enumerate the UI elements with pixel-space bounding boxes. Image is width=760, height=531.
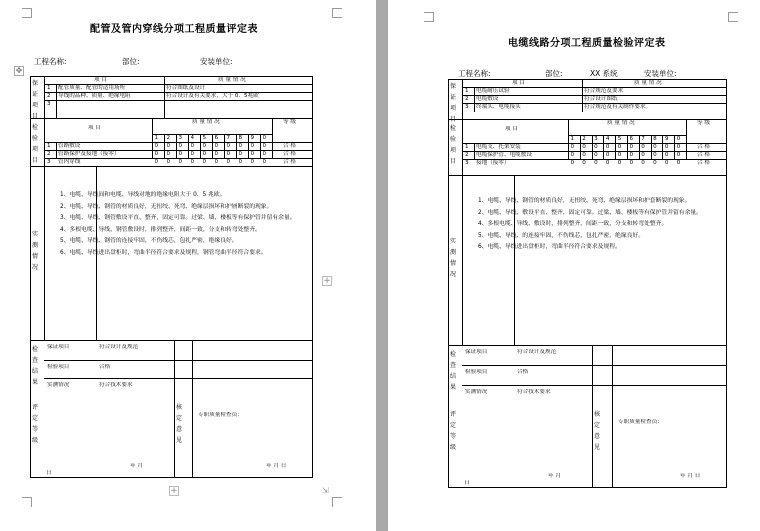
inspect-value: 0 bbox=[226, 159, 231, 165]
inspect-value: 0 bbox=[166, 151, 171, 157]
scale-number: 1 bbox=[570, 136, 575, 142]
guarantee-row-status: 符合规范及要求 bbox=[584, 88, 624, 94]
table-move-handle[interactable]: ✥ bbox=[15, 66, 23, 75]
table-line bbox=[164, 134, 165, 159]
guarantee-row-item: 终端头、电缆接头 bbox=[476, 104, 521, 110]
inspect-value: 0 bbox=[664, 160, 669, 166]
inspect-value: 0 bbox=[178, 151, 183, 157]
table-line bbox=[224, 134, 225, 159]
table-line bbox=[176, 134, 177, 159]
table-line bbox=[200, 134, 201, 159]
inspect-col-grade: 等 级 bbox=[283, 119, 296, 125]
measure-paragraph: 6、电缆、导线进出盘柜时，弯曲半径符合要求及规程，钢管弯曲半径符合要求。 bbox=[60, 249, 267, 256]
eval-day: 日 bbox=[464, 480, 470, 486]
inspect-row-no: 1 bbox=[465, 144, 469, 150]
inspect-value: 0 bbox=[594, 144, 598, 150]
inspect-value: 0 bbox=[238, 159, 243, 165]
result-label: 实测情况 bbox=[465, 389, 488, 395]
system-name: XX 系统 bbox=[590, 69, 618, 78]
guarantee-row-status: 符合规范及有关制作要求。 bbox=[584, 104, 652, 110]
inspect-row-no: 2 bbox=[465, 152, 469, 158]
inspect-value: 0 bbox=[190, 159, 195, 165]
inspect-row-grade: 合 格 bbox=[697, 144, 710, 150]
table-line bbox=[462, 385, 727, 386]
inspect-row-no: 2 bbox=[47, 151, 51, 157]
scale-number: 7 bbox=[641, 136, 645, 142]
eval-day: 日 bbox=[46, 470, 52, 476]
table-line bbox=[248, 134, 249, 159]
guarantee-row-item: 电缆敷设 bbox=[476, 96, 499, 102]
inspect-row-grade: 合 格 bbox=[283, 151, 296, 157]
table-line bbox=[56, 142, 57, 159]
table-line bbox=[30, 166, 313, 167]
inspect-value: 0 bbox=[154, 159, 159, 165]
inspect-value: 0 bbox=[582, 152, 586, 158]
inspect-value: 0 bbox=[653, 160, 657, 166]
table-line bbox=[462, 79, 463, 346]
scale-number: 8 bbox=[238, 135, 243, 141]
inspect-value: 0 bbox=[262, 151, 267, 157]
table-line bbox=[44, 360, 313, 361]
verify-title: 核定意见 bbox=[593, 411, 600, 451]
table-line bbox=[192, 340, 193, 478]
guarantee-title: 保证项目 bbox=[31, 80, 38, 120]
table-line bbox=[56, 84, 57, 119]
guarantee-row-status: 符合设计及有关要求，大于 0．5兆欧 bbox=[166, 93, 259, 99]
inspect-value: 0 bbox=[190, 151, 195, 157]
measure-paragraph: 5、电缆、导线、的连接牢固，不伤线芯，包扎严密，绝缘良好。 bbox=[478, 232, 645, 239]
inspect-value: 0 bbox=[629, 144, 634, 150]
inspect-col-item: 项 目 bbox=[505, 126, 518, 132]
inspect-value: 0 bbox=[226, 151, 231, 157]
measure-text-block bbox=[47, 190, 310, 259]
install-unit-label: 安装单位: bbox=[644, 69, 677, 78]
table-line bbox=[674, 135, 675, 160]
table-line bbox=[580, 135, 581, 160]
scale-number: 1 bbox=[154, 135, 159, 141]
measure-paragraph: 2、电缆、导线、钢管的材质良好，无扭绞、死弯、绝缘层损坏和护層断裂的现象。 bbox=[60, 203, 273, 210]
inspect-value: 0 bbox=[178, 143, 183, 149]
table-line bbox=[592, 135, 593, 160]
inspect-value: 0 bbox=[202, 159, 207, 165]
page-left bbox=[0, 0, 376, 531]
scale-number: 3 bbox=[594, 136, 598, 142]
guarantee-row-status: 符合图纸及设计 bbox=[166, 85, 206, 91]
scale-number: 6 bbox=[214, 135, 219, 141]
inspect-value: 0 bbox=[617, 152, 622, 158]
table-line bbox=[474, 143, 475, 160]
guarantee-row-no: 1 bbox=[465, 88, 469, 94]
inspect-row-item: 电缆支、托架安装 bbox=[476, 144, 521, 150]
guarantee-row-no: 2 bbox=[465, 96, 469, 102]
result-value: 符合设计及规范 bbox=[99, 344, 139, 350]
measure-title: 实测情况 bbox=[31, 231, 38, 271]
table-line bbox=[260, 134, 261, 159]
scale-number: 4 bbox=[605, 136, 610, 142]
guarantee-row-no: 1 bbox=[47, 85, 51, 91]
scale-number: 9 bbox=[664, 136, 669, 142]
inspect-value: 0 bbox=[664, 144, 669, 150]
result-label: 检验项目 bbox=[47, 364, 70, 370]
part-label: 部位: bbox=[122, 57, 140, 66]
inspect-value: 0 bbox=[570, 160, 575, 166]
inspect-value: 0 bbox=[570, 144, 575, 150]
measure-paragraph: 3、电缆、导线、钢管敷设平直、整齐，固定可靠。过梁、墙、楼板等有保护管并留有余量。 bbox=[60, 215, 296, 221]
inspect-col-quality: 质 量 情 况 bbox=[607, 120, 635, 126]
crop-mark bbox=[332, 8, 342, 18]
inspect-row-no: 1 bbox=[47, 143, 51, 149]
result-label: 保证项目 bbox=[465, 349, 488, 355]
crop-mark bbox=[332, 497, 342, 507]
inspect-row-grade: 合 格 bbox=[283, 159, 296, 165]
project-name-label: 工程名称: bbox=[34, 57, 67, 66]
add-column-button[interactable]: + bbox=[323, 276, 331, 286]
measure-paragraph: 6、电缆、导线进出盘柜时，弯曲半径符合要求及规程。 bbox=[478, 244, 621, 250]
table-line bbox=[448, 175, 727, 176]
eval-date: 年 月 bbox=[548, 473, 561, 479]
inspect-value: 0 bbox=[214, 159, 219, 165]
inspect-col-grade: 等 级 bbox=[697, 120, 710, 126]
inspect-row-grade: 合 格 bbox=[697, 160, 710, 166]
inspect-title: 检验项目 bbox=[449, 125, 456, 165]
table-resize-handle[interactable]: ⇲ bbox=[322, 486, 329, 495]
table-line bbox=[164, 76, 165, 119]
inspect-value: 0 bbox=[653, 144, 657, 150]
scale-number: 7 bbox=[226, 135, 231, 141]
inspect-row-item: 管路保护及接地（接零） bbox=[58, 151, 120, 157]
scale-number: 0 bbox=[262, 135, 267, 141]
table-line bbox=[152, 118, 153, 159]
inspect-value: 0 bbox=[214, 143, 219, 149]
inspect-value: 0 bbox=[190, 143, 195, 149]
inspect-value: 0 bbox=[605, 144, 610, 150]
inspect-value: 0 bbox=[262, 143, 267, 149]
page-gap bbox=[376, 0, 388, 531]
crop-mark bbox=[22, 8, 32, 18]
table-line bbox=[212, 134, 213, 159]
quality-form-table bbox=[30, 76, 313, 478]
table-line bbox=[474, 87, 475, 112]
measure-text-block bbox=[465, 196, 724, 254]
scale-number: 2 bbox=[582, 136, 586, 142]
measure-title: 实测情况 bbox=[449, 238, 456, 278]
inspect-value: 0 bbox=[676, 152, 681, 158]
verify-date: 年 月 日 bbox=[266, 463, 287, 469]
project-name-label: 工程名称: bbox=[458, 69, 491, 78]
table-line bbox=[44, 100, 313, 101]
guarantee-row-no: 2 bbox=[47, 93, 51, 99]
inspect-col-item: 项 目 bbox=[88, 125, 101, 131]
crop-mark bbox=[22, 497, 32, 507]
result-title: 检查结果 bbox=[449, 351, 456, 391]
inspect-value: 0 bbox=[202, 143, 207, 149]
table-line bbox=[568, 119, 569, 160]
inspect-value: 0 bbox=[605, 152, 610, 158]
table-line bbox=[30, 118, 313, 119]
inspect-row-item: 接地（接零） bbox=[476, 160, 510, 166]
inspect-value: 0 bbox=[676, 144, 681, 150]
measure-paragraph: 1、电缆、导线间和电缆、导线对地的绝缘电阻大于 0．5 兆欧。 bbox=[60, 192, 226, 198]
inspect-value: 0 bbox=[676, 160, 681, 166]
page-title: 电缆线路分项工程质量检验评定表 bbox=[508, 38, 666, 49]
scale-number: 4 bbox=[190, 135, 195, 141]
scale-number: 9 bbox=[250, 135, 255, 141]
inspect-title: 检验项目 bbox=[31, 124, 38, 164]
inspect-value: 0 bbox=[166, 143, 171, 149]
measure-paragraph: 5、电缆、导线、钢管的连接牢固，不伤线芯，包扎严密，绝缘良好。 bbox=[60, 238, 238, 244]
guarantee-title: 保证项目 bbox=[449, 83, 456, 123]
table-line bbox=[44, 378, 313, 379]
inspect-value: 0 bbox=[178, 159, 183, 165]
table-line bbox=[662, 135, 663, 160]
inspect-value: 0 bbox=[641, 144, 645, 150]
page-title: 配管及管内穿线分项工程质量评定表 bbox=[90, 24, 258, 35]
table-line bbox=[612, 345, 613, 488]
table-line bbox=[686, 119, 687, 160]
inspect-value: 0 bbox=[594, 160, 598, 166]
inspect-value: 0 bbox=[214, 151, 219, 157]
inspect-value: 0 bbox=[594, 152, 598, 158]
verify-title: 核定意见 bbox=[175, 404, 182, 444]
inspect-row-item: 管路敷设 bbox=[58, 143, 81, 149]
result-value: 符合设计及规范 bbox=[517, 349, 557, 355]
scale-number: 0 bbox=[676, 136, 681, 142]
measure-paragraph: 4、多根电缆、导线、敷设时，排列整齐，间距一致，分支和转弯处整齐。 bbox=[478, 221, 668, 227]
verify-date: 年 月 日 bbox=[680, 473, 701, 479]
result-title: 检查结果 bbox=[31, 346, 38, 386]
inspect-value: 0 bbox=[250, 159, 255, 165]
inspect-value: 0 bbox=[570, 152, 575, 158]
page-right bbox=[388, 0, 760, 531]
inspector-label: 专职质量检查员： bbox=[198, 412, 243, 418]
result-value: 符合技术要求 bbox=[99, 382, 133, 388]
guarantee-row-item: 导线的品种、质量、绝缘电阻 bbox=[58, 93, 131, 99]
guarantee-row-no: 3 bbox=[465, 104, 469, 110]
inspect-value: 0 bbox=[629, 160, 634, 166]
inspect-value: 0 bbox=[154, 143, 159, 149]
table-line bbox=[582, 79, 583, 112]
scale-number: 6 bbox=[629, 136, 634, 142]
guarantee-col-quality: 质 量 情 况 bbox=[634, 80, 662, 86]
result-label: 保证项目 bbox=[47, 344, 70, 350]
inspect-value: 0 bbox=[664, 152, 669, 158]
guarantee-col-quality: 质 量 情 况 bbox=[218, 77, 246, 83]
table-line bbox=[462, 365, 727, 366]
inspect-value: 0 bbox=[250, 151, 255, 157]
inspector-label: 专职质量检查员： bbox=[618, 419, 663, 425]
scale-number: 5 bbox=[617, 136, 622, 142]
inspect-value: 0 bbox=[166, 159, 171, 165]
inspect-row-no: 3 bbox=[465, 160, 469, 166]
inspect-value: 0 bbox=[154, 151, 159, 157]
inspect-value: 0 bbox=[226, 143, 231, 149]
scale-number: 2 bbox=[166, 135, 171, 141]
table-line bbox=[627, 135, 628, 160]
inspect-value: 0 bbox=[617, 144, 622, 150]
install-unit-label: 安装单位: bbox=[200, 57, 233, 66]
inspect-value: 0 bbox=[617, 160, 622, 166]
guarantee-row-item: 电缆耐压试验 bbox=[476, 88, 510, 94]
guarantee-row-item: 配管质量、配管的适用场所 bbox=[58, 85, 126, 91]
guarantee-row-no: 3 bbox=[47, 101, 51, 107]
inspect-value: 0 bbox=[605, 160, 610, 166]
table-line bbox=[639, 135, 640, 160]
inspect-col-quality: 质 量 情 况 bbox=[192, 119, 220, 125]
inspect-row-item: 电缆保护管、电缆敷设 bbox=[476, 152, 532, 158]
guarantee-col-item: 项 目 bbox=[512, 80, 525, 86]
add-row-button[interactable]: + bbox=[170, 486, 178, 496]
inspect-value: 0 bbox=[629, 152, 634, 158]
inspect-value: 0 bbox=[238, 151, 243, 157]
scale-number: 5 bbox=[202, 135, 207, 141]
table-line bbox=[603, 135, 604, 160]
inspect-value: 0 bbox=[238, 143, 243, 149]
inspect-row-grade: 合 格 bbox=[283, 143, 296, 149]
inspect-row-no: 3 bbox=[47, 159, 51, 165]
guarantee-col-item: 项 目 bbox=[94, 77, 107, 83]
table-line bbox=[651, 135, 652, 160]
inspect-row-item: 管内穿线 bbox=[58, 159, 81, 165]
inspect-value: 0 bbox=[582, 144, 586, 150]
eval-title: 评定等级 bbox=[449, 411, 456, 451]
eval-date: 年 月 bbox=[130, 463, 143, 469]
inspect-value: 0 bbox=[262, 159, 267, 165]
inspect-row-grade: 合 格 bbox=[697, 152, 710, 158]
part-label: 部位: bbox=[545, 69, 563, 78]
measure-paragraph: 1、电缆、导线、钢管的材质良好，无扭绞、死弯、绝缘层损坏和护套断裂的现象。 bbox=[478, 198, 691, 204]
scale-number: 8 bbox=[653, 136, 657, 142]
inspect-value: 0 bbox=[250, 143, 255, 149]
eval-title: 评定等级 bbox=[31, 404, 38, 444]
result-label: 实测情况 bbox=[47, 382, 70, 388]
table-line bbox=[188, 134, 189, 159]
result-value: 合格 bbox=[99, 364, 111, 370]
result-value: 符合技术要求 bbox=[517, 389, 551, 395]
table-line bbox=[615, 135, 616, 160]
guarantee-row-status: 符合设计图纸 bbox=[584, 96, 618, 102]
inspect-value: 0 bbox=[641, 152, 645, 158]
inspect-value: 0 bbox=[582, 160, 586, 166]
scale-number: 3 bbox=[178, 135, 183, 141]
inspect-value: 0 bbox=[641, 160, 645, 166]
table-line bbox=[448, 345, 727, 346]
table-line bbox=[30, 340, 313, 341]
inspect-value: 0 bbox=[653, 152, 657, 158]
crop-mark bbox=[728, 12, 738, 22]
table-line bbox=[236, 134, 237, 159]
table-line bbox=[272, 118, 273, 159]
measure-paragraph: 2、电缆、导线、敷设平直、整齐，固定可靠。过梁、墙、楼板等有保护管并留有余量。 bbox=[478, 209, 702, 216]
table-line bbox=[44, 76, 45, 341]
result-value: 合格 bbox=[517, 369, 529, 375]
result-label: 检验项目 bbox=[465, 369, 488, 375]
crop-mark bbox=[424, 12, 434, 22]
inspect-value: 0 bbox=[202, 151, 207, 157]
measure-paragraph: 4、多根电缆、导线、钢管敷设时，排列整齐，间距一致，分支和转弯处整齐。 bbox=[60, 226, 261, 233]
